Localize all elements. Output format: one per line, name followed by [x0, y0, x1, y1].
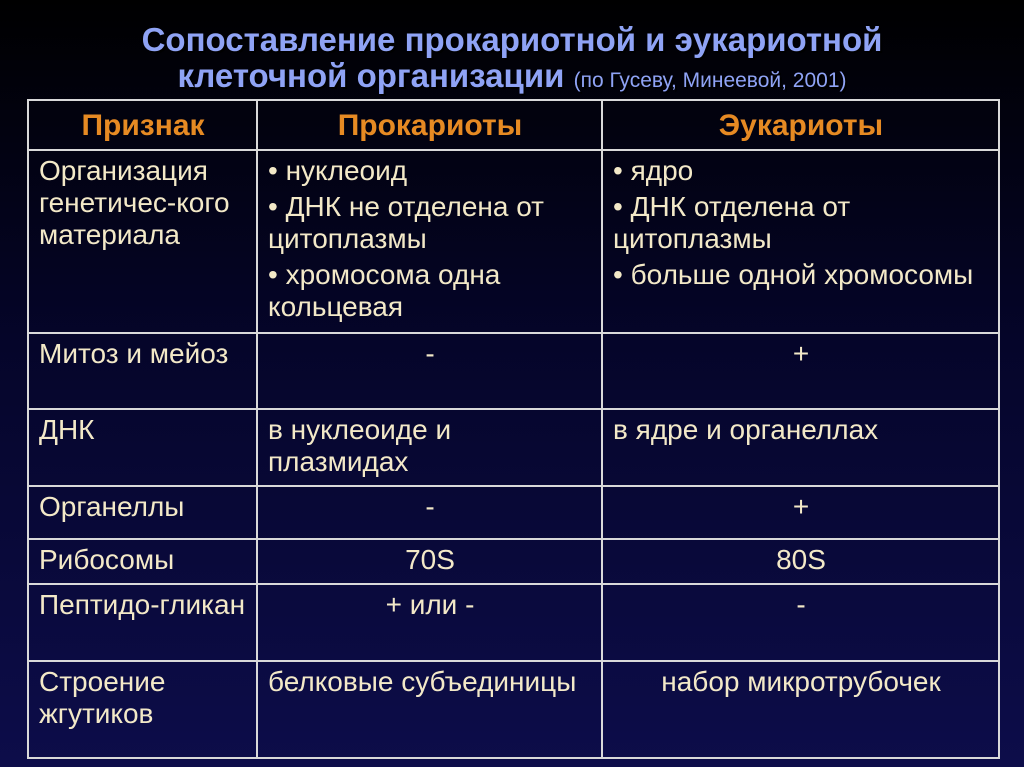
row-prokaryotes: - [257, 333, 602, 409]
row-feature: Пептидо-гликан [28, 584, 257, 661]
row-eukaryotes [602, 150, 999, 333]
slide-title [0, 22, 1024, 99]
row-prokaryotes: белковые субъединицы [257, 661, 602, 758]
row-prokaryotes: + или - [257, 584, 602, 661]
title-main-text: клеточной организации [177, 57, 565, 94]
title-source: (по Гусеву, Минеевой, 2001) [573, 69, 847, 92]
bullet-item: • нуклеоид [268, 155, 408, 186]
row-feature: Организация генетичес-кого материала [28, 150, 257, 333]
table-row [28, 409, 999, 486]
table-row [28, 539, 999, 584]
bullet-item: • ядро [613, 155, 694, 186]
header-prokaryotes: Прокариоты [257, 100, 602, 150]
row-prokaryotes: - [257, 486, 602, 539]
row-eukaryotes: + [602, 333, 999, 409]
row-eukaryotes: в ядре и органеллах [602, 409, 999, 486]
table-row [28, 486, 999, 539]
row-eukaryotes: + [602, 486, 999, 539]
row-prokaryotes: 70S [257, 539, 602, 584]
row-eukaryotes: 80S [602, 539, 999, 584]
bullet-item: • хромосома одна кольцевая [268, 259, 501, 322]
row-feature: Рибосомы [28, 539, 257, 584]
bullet-item: • ДНК не отделена от цитоплазмы [268, 191, 545, 254]
header-eukaryotes: Эукариоты [602, 100, 999, 150]
row-eukaryotes: набор микротрубочек [602, 661, 999, 758]
row-eukaryotes: - [602, 584, 999, 661]
table-row [28, 150, 999, 333]
row-feature: ДНК [28, 409, 257, 486]
row-feature: Строение жгутиков [28, 661, 257, 758]
row-feature: Органеллы [28, 486, 257, 539]
bullet-item: • больше одной хромосомы [613, 259, 974, 290]
row-feature: Митоз и мейоз [28, 333, 257, 409]
bullet-item: • ДНК отделена от цитоплазмы [613, 191, 851, 254]
table-row [28, 584, 999, 661]
header-feature: Признак [28, 100, 257, 150]
table-row [28, 333, 999, 409]
comparison-table [27, 99, 1000, 759]
title-line-2 [0, 58, 1024, 99]
title-line-1: Сопоставление прокариотной и эукариотной [141, 21, 883, 58]
table-header-row [28, 100, 999, 150]
row-prokaryotes [257, 150, 602, 333]
row-prokaryotes: в нуклеоиде и плазмидах [257, 409, 602, 486]
table-row [28, 661, 999, 758]
